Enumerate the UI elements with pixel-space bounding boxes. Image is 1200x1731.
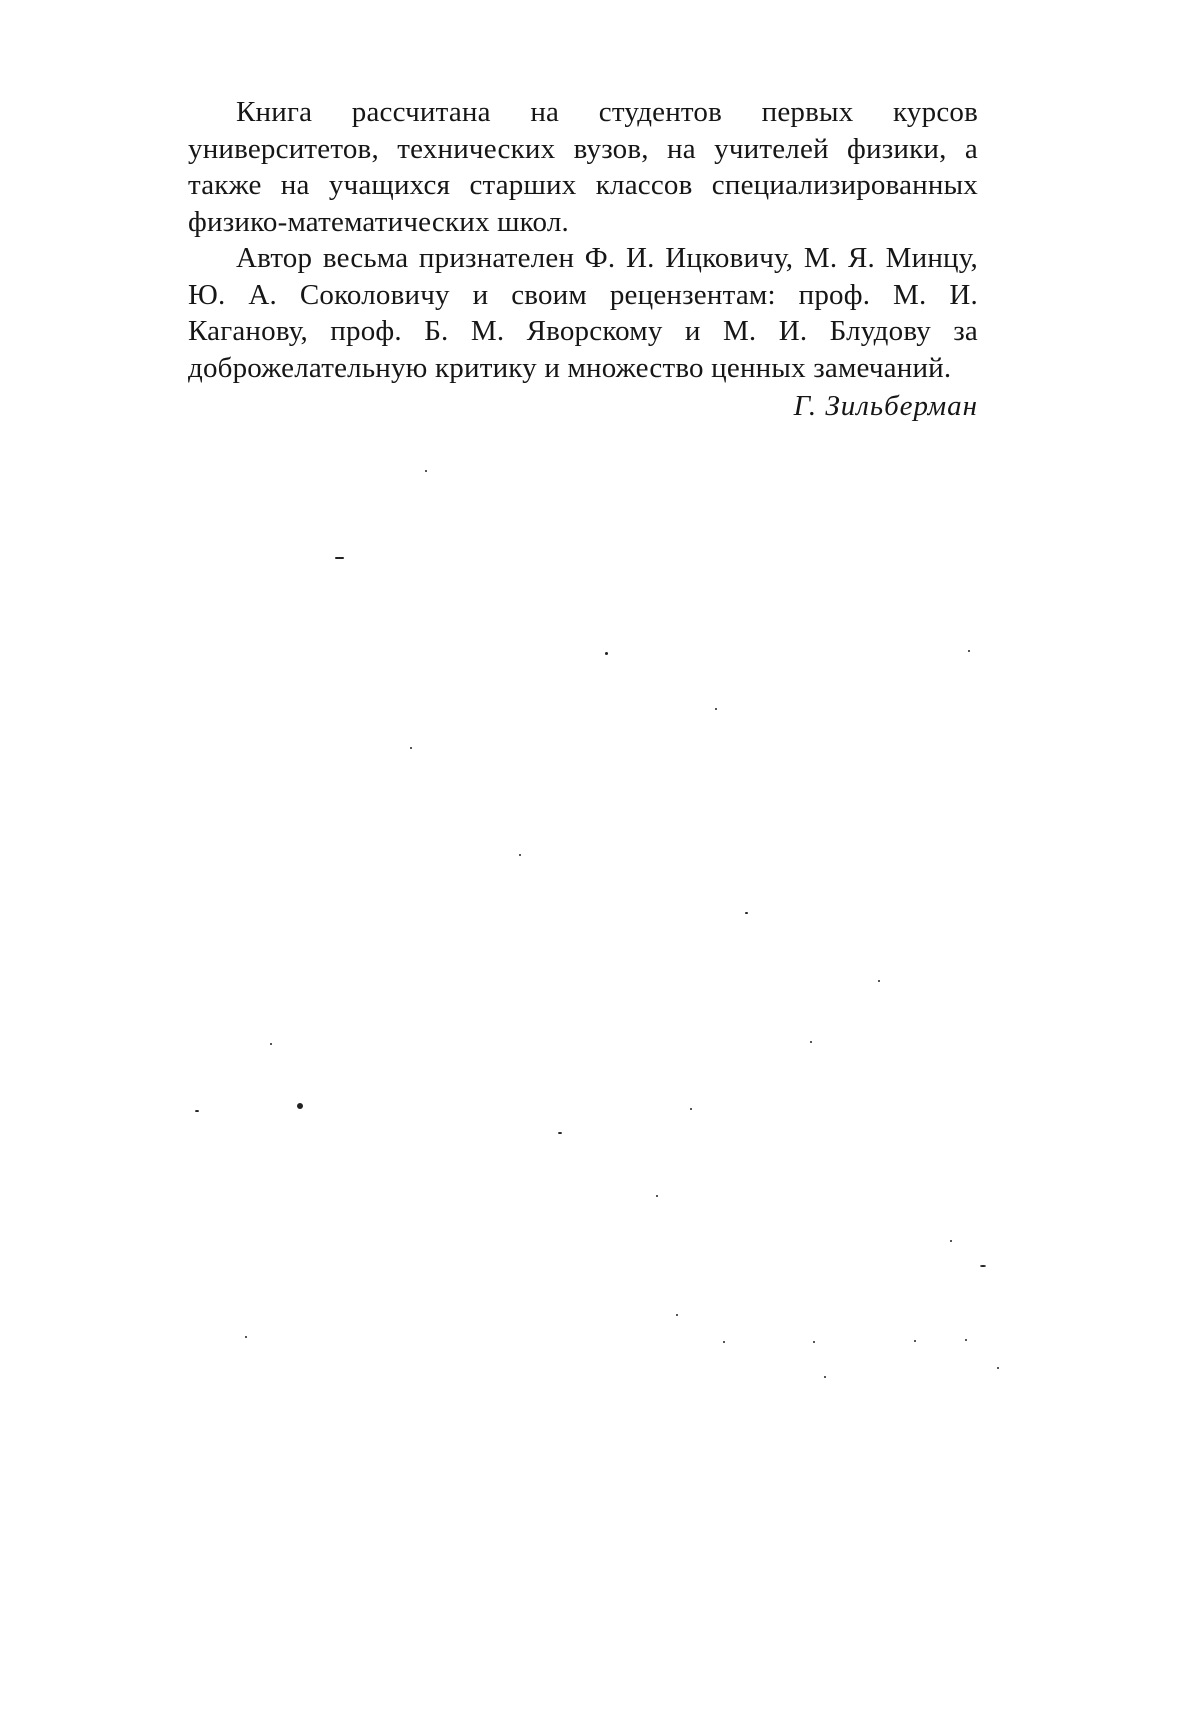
scan-speck <box>410 747 412 749</box>
scan-speck <box>558 1132 562 1134</box>
scan-speck <box>270 1043 272 1045</box>
preface-text <box>188 94 978 425</box>
author-signature: Г. Зильберман <box>793 390 978 422</box>
scan-speck <box>723 1341 725 1343</box>
scan-speck <box>965 1339 967 1341</box>
scan-speck <box>980 1265 986 1267</box>
scan-speck <box>297 1103 303 1109</box>
scan-speck <box>605 652 608 655</box>
scan-speck <box>195 1110 199 1112</box>
scan-speck <box>810 1041 812 1043</box>
scan-speck <box>824 1376 826 1378</box>
scan-speck <box>690 1108 692 1110</box>
scan-speck <box>245 1336 247 1338</box>
scan-speck <box>335 557 344 559</box>
scan-speck <box>914 1340 916 1342</box>
scan-speck <box>997 1367 999 1369</box>
scan-speck <box>950 1240 952 1242</box>
paragraph-audience: Книга рассчитана на студентов первых курсов университетов, технических вузов, на учителей физики, а также на учащихся старших классов специализированных физико-математических школ. <box>188 96 978 238</box>
scan-speck <box>878 980 880 982</box>
scan-speck <box>715 708 717 710</box>
scan-speck <box>676 1314 678 1316</box>
scan-speck <box>656 1195 658 1197</box>
scan-speck <box>813 1341 815 1343</box>
scan-speck <box>968 650 970 652</box>
scan-speck <box>745 912 748 914</box>
scan-speck <box>519 854 521 856</box>
paragraph-acknowledgements: Автор весьма признателен Ф. И. Ицковичу, М. Я. Минцу, Ю. А. Соколовичу и своим рецензентам: проф. М. И. Каганову, проф. Б. М. Яворскому и М. И. Блудову за доброжелательную критику и множество ценных замечаний. <box>188 242 978 384</box>
scan-speck <box>425 470 427 472</box>
